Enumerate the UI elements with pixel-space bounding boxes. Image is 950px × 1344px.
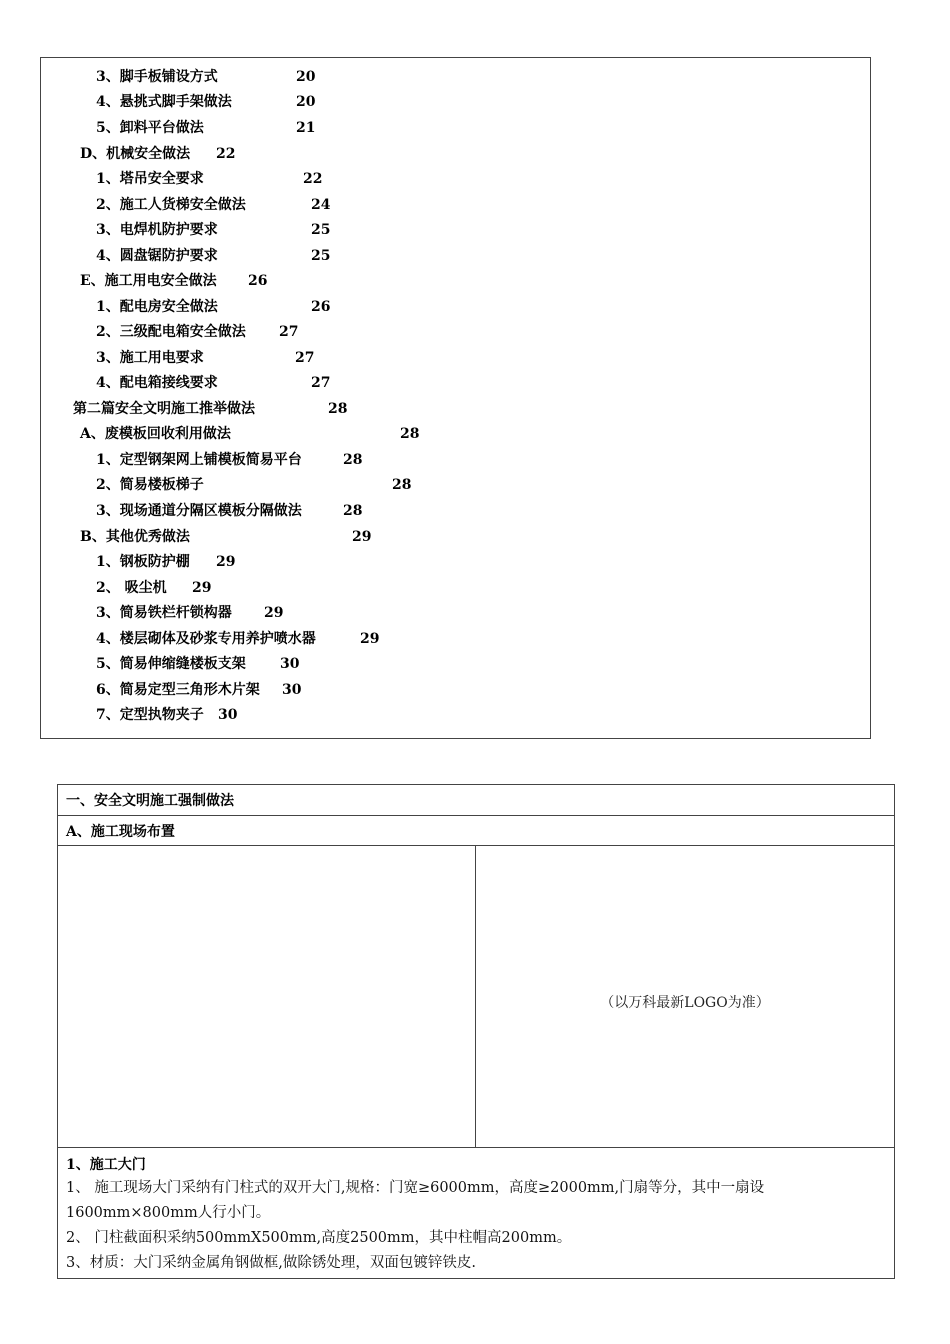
toc-entry-page: 27 — [295, 350, 315, 366]
toc-entry-page: 28 — [392, 477, 412, 493]
toc-entry-label: B、其他优秀做法 — [80, 529, 190, 545]
toc-entry-page: 24 — [311, 197, 331, 213]
toc-entry-page: 22 — [303, 171, 323, 187]
toc-entry-page: 21 — [296, 120, 316, 136]
toc-entry-page: 28 — [328, 401, 348, 417]
toc-entry-page: 29 — [192, 580, 212, 596]
toc-entry-label: 1、配电房安全做法 — [96, 299, 218, 315]
content-cell — [58, 1148, 894, 1278]
toc-entry-label: 1、钢板防护棚 — [96, 554, 190, 570]
toc-entry-label: E、施工用电安全做法 — [80, 273, 217, 289]
item-title: 1、施工大门 — [66, 1157, 146, 1173]
toc-entry-label: 4、悬挑式脚手架做法 — [96, 94, 232, 110]
toc-entry-page: 26 — [311, 299, 331, 315]
toc-entry-page: 20 — [296, 69, 316, 85]
toc-entry-label: 4、配电箱接线要求 — [96, 375, 218, 391]
toc-entry-page: 25 — [311, 222, 331, 238]
toc-entry-label: 3、电焊机防护要求 — [96, 222, 218, 238]
toc-entry-page: 29 — [264, 605, 284, 621]
toc-entry-label: 1、塔吊安全要求 — [96, 171, 204, 187]
toc-entry-page: 22 — [216, 146, 236, 162]
toc-entry-label: 2、施工人货梯安全做法 — [96, 197, 246, 213]
toc-entry-label: 2、 吸尘机 — [96, 580, 167, 596]
toc-entry-label: D、机械安全做法 — [80, 146, 191, 162]
toc-entry-label: 2、三级配电箱安全做法 — [96, 324, 246, 340]
toc-entry-label: 2、简易楼板梯子 — [96, 477, 204, 493]
toc-entry-label: 4、圆盘锯防护要求 — [96, 248, 218, 264]
toc-entry-label: 3、施工用电要求 — [96, 350, 204, 366]
toc-entry-page: 29 — [352, 529, 372, 545]
section-table — [57, 784, 895, 1279]
section-heading-row — [58, 785, 894, 816]
toc-entry-page: 30 — [282, 682, 302, 698]
toc-entry-page: 28 — [343, 452, 363, 468]
toc-entry-page: 29 — [216, 554, 236, 570]
paragraph: 1、 施工现场大门采纳有门柱式的双开大门,规格：门宽≥6000mm，高度≥2000mm,门扇等分，其中一扇设1600mm×800mm人行小门。 — [66, 1180, 765, 1221]
toc-entry-page: 29 — [360, 631, 380, 647]
toc-entry-label: 6、简易定型三角形木片架 — [96, 682, 260, 698]
toc-entry-page: 20 — [296, 94, 316, 110]
subsection-heading: A、施工现场布置 — [66, 824, 175, 840]
toc-entry-page: 27 — [311, 375, 331, 391]
image-placeholder-cell — [58, 846, 476, 1148]
toc-entry-label: 3、现场通道分隔区模板分隔做法 — [96, 503, 302, 519]
paragraph: 2、 门柱截面积采纳500mmX500mm,高度2500mm，其中柱帽高200mm。 — [66, 1230, 572, 1246]
toc-entry-label: 第二篇安全文明施工推举做法 — [73, 401, 255, 417]
toc-entry-page: 27 — [279, 324, 299, 340]
table-of-contents — [40, 57, 871, 739]
toc-entry-page: 28 — [400, 426, 420, 442]
toc-entry-label: 5、卸料平台做法 — [96, 120, 204, 136]
paragraph: 3、材质：大门采纳金属角钢做框,做除锈处理，双面包镀锌铁皮. — [66, 1255, 476, 1271]
toc-entry-label: 7、定型执物夹子 — [96, 707, 204, 723]
logo-note: （以万科最新LOGO为准） — [600, 995, 770, 1011]
toc-entry-label: 5、简易伸缩缝楼板支架 — [96, 656, 246, 672]
section-heading: 一、安全文明施工强制做法 — [66, 793, 234, 809]
toc-entry-page: 26 — [248, 273, 268, 289]
toc-entry-page: 25 — [311, 248, 331, 264]
logo-cell — [476, 846, 894, 1148]
toc-entry-label: 3、脚手板铺设方式 — [96, 69, 218, 85]
toc-entry-label: 4、楼层砌体及砂浆专用养护喷水器 — [96, 631, 316, 647]
toc-entry-label: 3、简易铁栏杆锁构器 — [96, 605, 232, 621]
subsection-heading-row — [58, 816, 894, 846]
toc-entry-page: 28 — [343, 503, 363, 519]
toc-entry-page: 30 — [280, 656, 300, 672]
toc-entry-label: A、废模板回收利用做法 — [80, 426, 231, 442]
toc-entry-page: 30 — [218, 707, 238, 723]
toc-entry-label: 1、定型钢架网上铺模板简易平台 — [96, 452, 302, 468]
